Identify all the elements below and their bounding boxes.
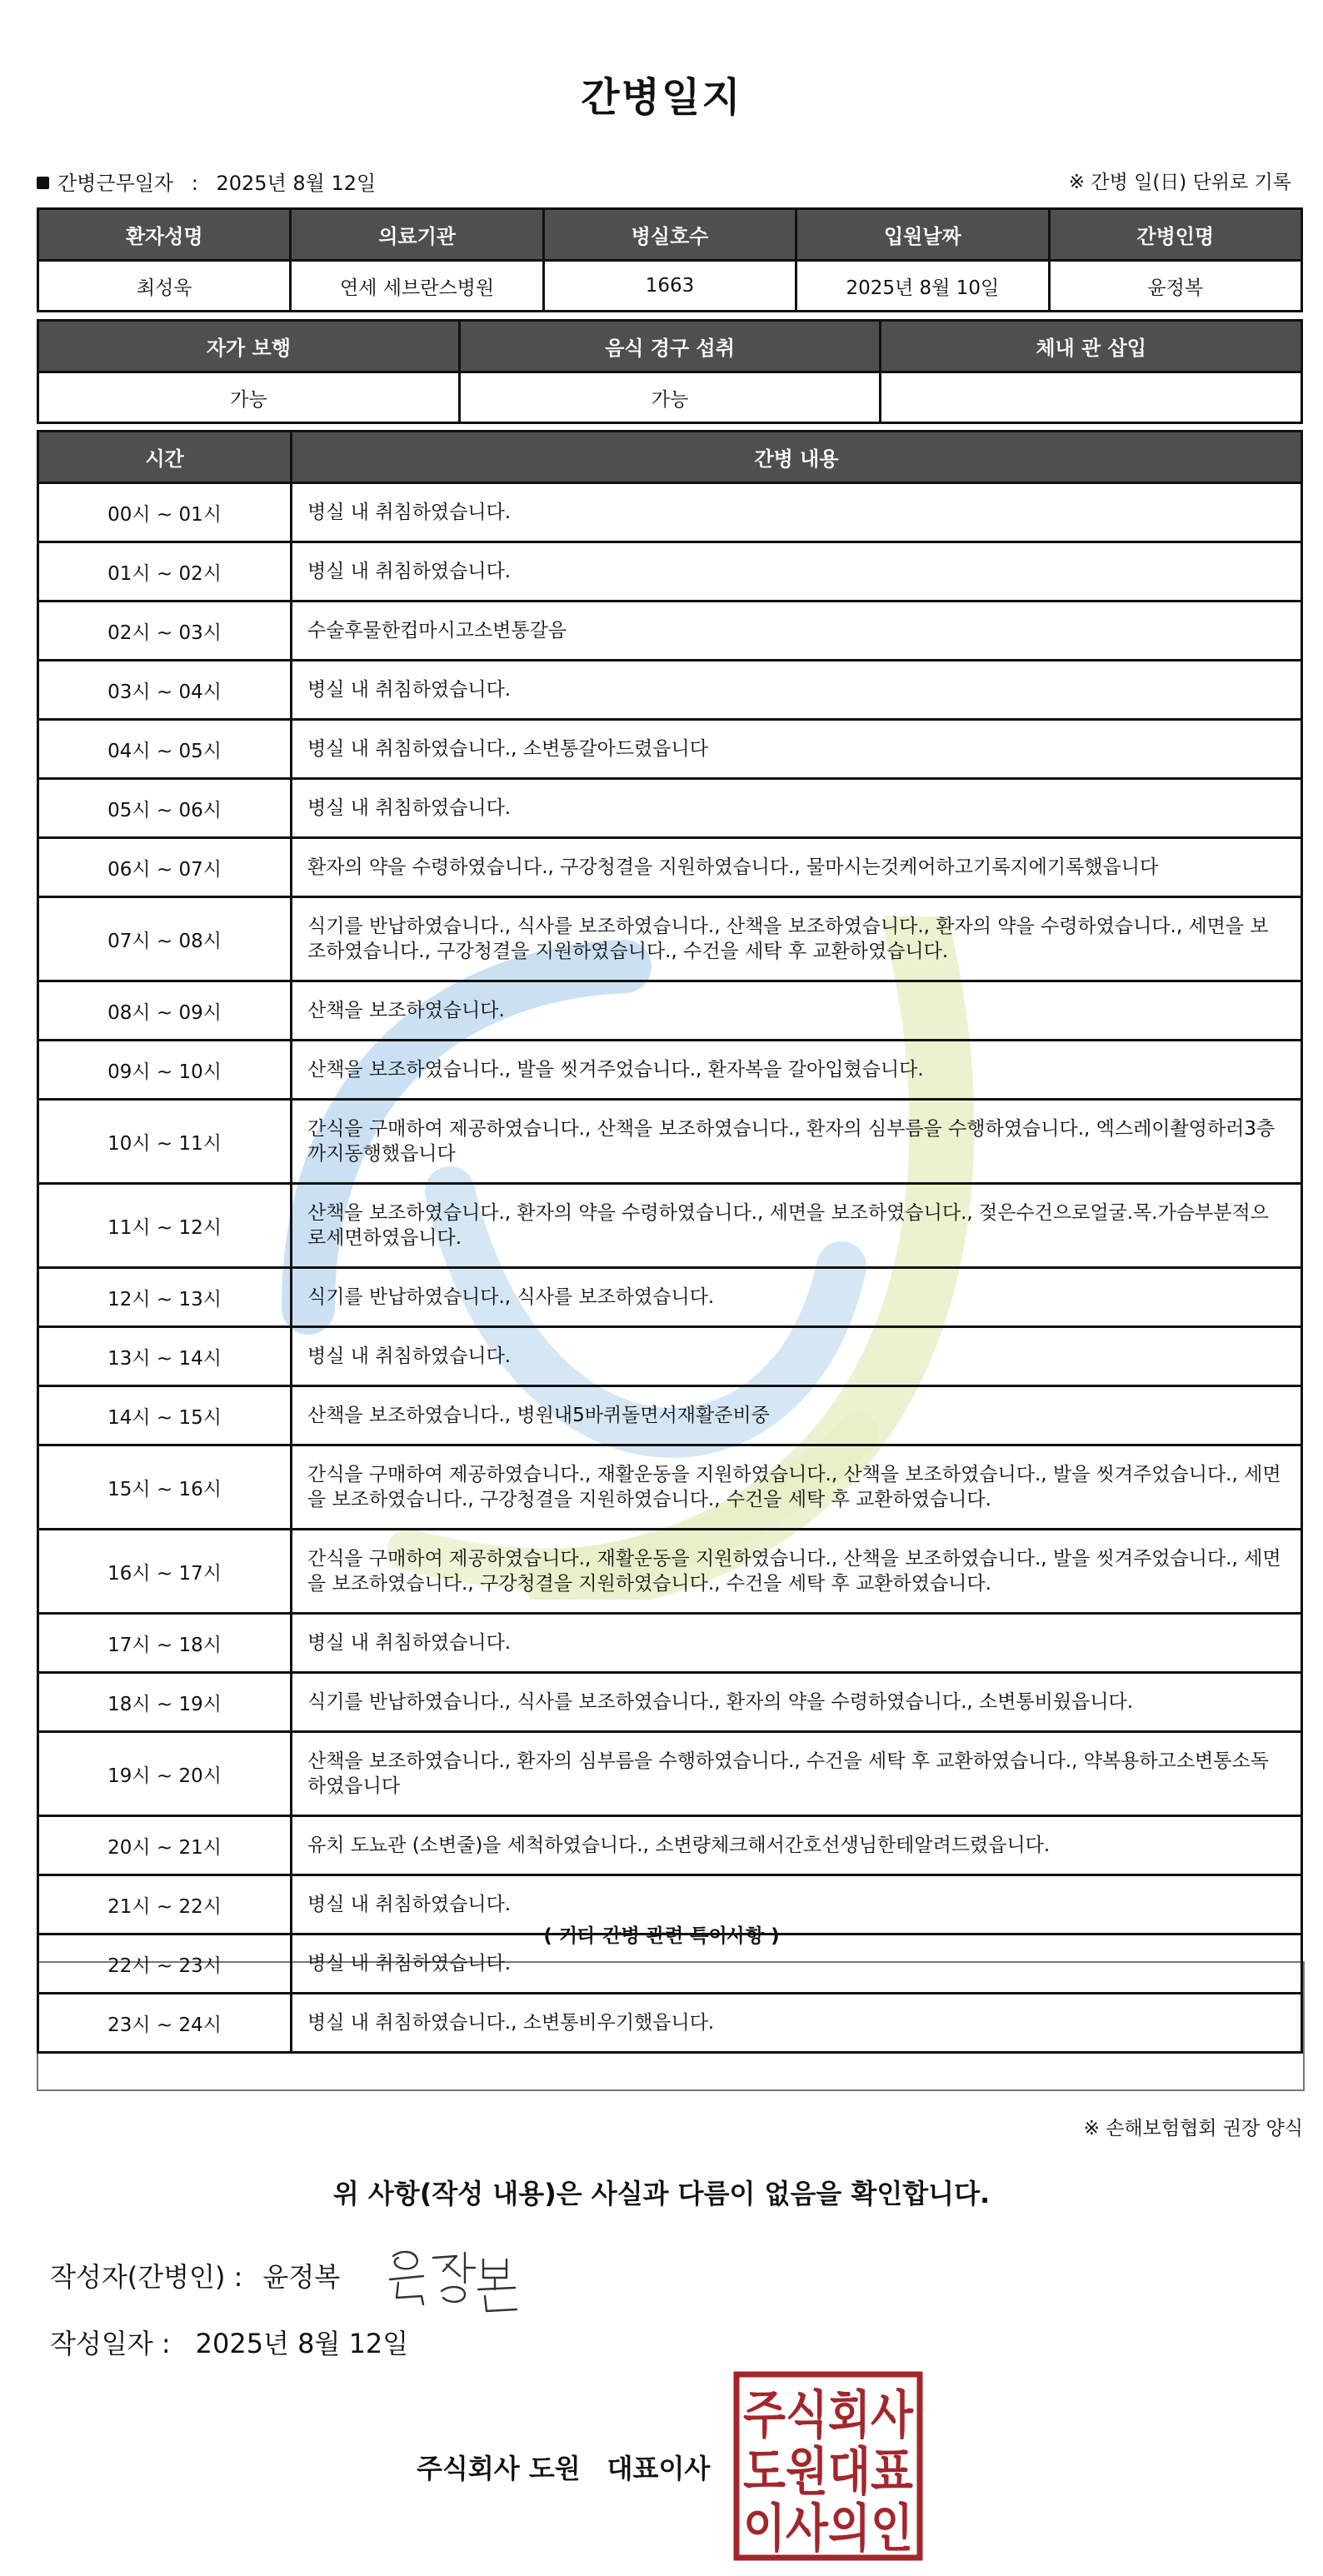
- time-cell: 16시 ~ 17시: [38, 1530, 292, 1614]
- time-cell: 17시 ~ 18시: [38, 1614, 292, 1673]
- content-cell: 병실 내 취침하였습니다.: [292, 1327, 1302, 1386]
- table-row: [38, 1041, 1302, 1100]
- table-row: [38, 1614, 1302, 1673]
- time-cell: 05시 ~ 06시: [38, 779, 292, 838]
- self-walking-value: 가능: [38, 372, 460, 423]
- table-row: [38, 838, 1302, 897]
- header-care-content: 간병 내용: [292, 432, 1302, 483]
- time-cell: 14시 ~ 15시: [38, 1386, 292, 1445]
- table-row: [38, 1816, 1302, 1875]
- svg-text:이사의인: 이사의인: [743, 2498, 913, 2559]
- time-cell: 09시 ~ 10시: [38, 1041, 292, 1100]
- header-time: 시간: [38, 432, 292, 483]
- table-row: [38, 981, 1302, 1041]
- content-cell: 병실 내 취침하였습니다.: [292, 1614, 1302, 1673]
- content-cell: 병실 내 취침하였습니다., 소변통비우기했읍니다.: [292, 1994, 1302, 2053]
- time-cell: 10시 ~ 11시: [38, 1100, 292, 1184]
- page-title: 간병일지: [581, 74, 742, 121]
- table-row: [38, 1386, 1302, 1445]
- time-cell: 07시 ~ 08시: [38, 897, 292, 981]
- table-row: [38, 1934, 1302, 1994]
- time-cell: 20시 ~ 21시: [38, 1816, 292, 1875]
- header-oral-intake: 음식 경구 섭취: [459, 321, 881, 372]
- company-line: [417, 2448, 710, 2486]
- care-log-table: [37, 430, 1303, 2054]
- table-row: [38, 661, 1302, 720]
- patient-name: 최성욱: [38, 261, 291, 312]
- table-row: [38, 720, 1302, 779]
- table-row: [38, 1184, 1302, 1268]
- time-cell: 22시 ~ 23시: [38, 1934, 292, 1994]
- time-cell: 08시 ~ 09시: [38, 981, 292, 1041]
- time-cell: 18시 ~ 19시: [38, 1673, 292, 1732]
- table-row: [38, 483, 1302, 542]
- content-cell: 산책을 보조하였습니다., 환자의 심부름을 수행하였습니다., 수건을 세탁 후 교환하였습니다., 약복용하고소변통소독하였읍니다: [292, 1732, 1302, 1816]
- svg-text:주식회사: 주식회사: [743, 2384, 914, 2445]
- oral-intake-value: 가능: [459, 372, 881, 423]
- write-date-label: 작성일자 :: [50, 2328, 171, 2359]
- content-cell: 간식을 구매하여 제공하였습니다., 재활운동을 지원하였습니다., 산책을 보조하였습니다., 발을 씻겨주었습니다., 세면을 보조하였습니다., 구강청결을 지원하였습니다., 수건을 세탁 후 교환하였습니다.: [292, 1530, 1302, 1614]
- table-row: [38, 1530, 1302, 1614]
- content-cell: 병실 내 취침하였습니다.: [292, 661, 1302, 720]
- table-row: [38, 602, 1302, 661]
- time-cell: 19시 ~ 20시: [38, 1732, 292, 1816]
- content-cell: 식기를 반납하였습니다., 식사를 보조하였습니다., 산책을 보조하였습니다., 환자의 약을 수령하였습니다., 세면을 보조하였습니다., 구강청결을 지원하였습니다., 수건을 세탁 후 교환하였습니다.: [292, 897, 1302, 981]
- header-caregiver: 간병인명: [1049, 209, 1301, 261]
- table-row: [38, 1732, 1302, 1816]
- write-date-value: 2025년 8월 12일: [195, 2328, 409, 2359]
- time-cell: 02시 ~ 03시: [38, 602, 292, 661]
- work-date-value: 2025년 8월 12일: [216, 172, 377, 195]
- table-row: [38, 1268, 1302, 1327]
- time-cell: 04시 ~ 05시: [38, 720, 292, 779]
- content-cell: 병실 내 취침하였습니다.: [292, 1934, 1302, 1994]
- time-cell: 13시 ~ 14시: [38, 1327, 292, 1386]
- header-admission-date: 입원날짜: [796, 209, 1049, 261]
- content-cell: 산책을 보조하였습니다., 발을 씻겨주었습니다., 환자복을 갈아입혔습니다.: [292, 1041, 1302, 1100]
- confirmation-statement: 위 사항(작성 내용)은 사실과 다름이 없음을 확인합니다.: [332, 2178, 991, 2209]
- content-cell: 환자의 약을 수령하였습니다., 구강청결을 지원하였습니다., 물마시는것케어하고기록지에기록했읍니다: [292, 838, 1302, 897]
- content-cell: 병실 내 취침하였습니다.: [292, 542, 1302, 602]
- table-row: [38, 1327, 1302, 1386]
- patient-info-header-row: [38, 209, 1302, 261]
- time-cell: 15시 ~ 16시: [38, 1445, 292, 1530]
- content-cell: 병실 내 취침하였습니다.: [292, 1875, 1302, 1934]
- write-date-line: [50, 2323, 408, 2361]
- time-cell: 06시 ~ 07시: [38, 838, 292, 897]
- patient-info-table: [37, 207, 1303, 312]
- time-cell: 23시 ~ 24시: [38, 1994, 292, 2053]
- work-date: [37, 167, 376, 196]
- ability-value-row: [38, 372, 1302, 423]
- table-row: [38, 1100, 1302, 1184]
- content-cell: 병실 내 취침하였습니다.: [292, 483, 1302, 542]
- tube-insertion-value: [881, 372, 1302, 423]
- hospital-name: 연세 세브란스병원: [291, 261, 543, 312]
- company-name: 주식회사 도원: [417, 2453, 581, 2484]
- header-room: 병실호수: [543, 209, 796, 261]
- time-cell: 12시 ~ 13시: [38, 1268, 292, 1327]
- table-row: [38, 542, 1302, 602]
- content-cell: 산책을 보조하였습니다., 병원내5바퀴돌면서재활준비중: [292, 1386, 1302, 1445]
- table-row: [38, 1673, 1302, 1732]
- content-cell: 유치 도뇨관 (소변줄)을 세척하였습니다., 소변량체크해서간호선생님한테알려드렸읍니다.: [292, 1816, 1302, 1875]
- work-date-label: 간병근무일자: [57, 172, 174, 195]
- writer-name: 윤정복: [262, 2261, 341, 2293]
- table-row: [38, 779, 1302, 838]
- caregiver-name: 윤정복: [1049, 261, 1301, 312]
- work-date-sep: :: [191, 172, 198, 195]
- patient-info-value-row: [38, 261, 1302, 312]
- content-cell: 산책을 보조하였습니다.: [292, 981, 1302, 1041]
- content-cell: 간식을 구매하여 제공하였습니다., 산책을 보조하였습니다., 환자의 심부름을 수행하였습니다., 엑스레이촬영하러3층까지동행했읍니다: [292, 1100, 1302, 1184]
- writer-label: 작성자(간병인) :: [50, 2261, 243, 2293]
- header-self-walking: 자가 보행: [38, 321, 460, 372]
- time-cell: 00시 ~ 01시: [38, 483, 292, 542]
- association-note: ※ 손해보험협회 권장 양식: [1083, 2118, 1303, 2139]
- svg-text:도원대표: 도원대표: [743, 2441, 914, 2502]
- content-cell: 산책을 보조하였습니다., 환자의 약을 수령하였습니다., 세면을 보조하였습니다., 젖은수건으로얼굴.목.가슴부분적으로세면하였읍니다.: [292, 1184, 1302, 1268]
- patient-ability-table: [37, 319, 1303, 424]
- unit-note: ※ 간병 일(日) 단위로 기록: [1068, 172, 1291, 193]
- ability-header-row: [38, 321, 1302, 372]
- company-rep-title: 대표이사: [607, 2453, 711, 2484]
- time-cell: 21시 ~ 22시: [38, 1875, 292, 1934]
- content-cell: 간식을 구매하여 제공하였습니다., 재활운동을 지원하였습니다., 산책을 보조하였습니다., 발을 씻겨주었습니다., 세면을 보조하였습니다., 구강청결을 지원하였습니다., 수건을 세탁 후 교환하였습니다.: [292, 1445, 1302, 1530]
- square-bullet-icon: [37, 177, 49, 189]
- table-row: [38, 1994, 1302, 2053]
- writer-line: [50, 2256, 340, 2294]
- table-row: [38, 1445, 1302, 1530]
- time-cell: 01시 ~ 02시: [38, 542, 292, 602]
- content-cell: 병실 내 취침하였습니다., 소변통갈아드렸읍니다: [292, 720, 1302, 779]
- time-cell: 03시 ~ 04시: [38, 661, 292, 720]
- header-hospital: 의료기관: [291, 209, 543, 261]
- content-cell: 병실 내 취침하였습니다.: [292, 779, 1302, 838]
- company-seal: [733, 2371, 923, 2561]
- handwritten-signature: [385, 2243, 527, 2318]
- special-notes-title: ( 기타 간병 관련 특이사항 ): [543, 1925, 780, 1947]
- time-cell: 11시 ~ 12시: [38, 1184, 292, 1268]
- room-number: 1663: [543, 261, 796, 312]
- content-cell: 식기를 반납하였습니다., 식사를 보조하였습니다.: [292, 1268, 1302, 1327]
- header-patient-name: 환자성명: [38, 209, 291, 261]
- table-row: [38, 1875, 1302, 1934]
- care-log-header-row: [38, 432, 1302, 483]
- table-row: [38, 897, 1302, 981]
- admission-date: 2025년 8월 10일: [796, 261, 1049, 312]
- header-tube-insertion: 체내 관 삽입: [881, 321, 1302, 372]
- content-cell: 수술후물한컵마시고소변통갈음: [292, 602, 1302, 661]
- content-cell: 식기를 반납하였습니다., 식사를 보조하였습니다., 환자의 약을 수령하였습니다., 소변통비웠읍니다.: [292, 1673, 1302, 1732]
